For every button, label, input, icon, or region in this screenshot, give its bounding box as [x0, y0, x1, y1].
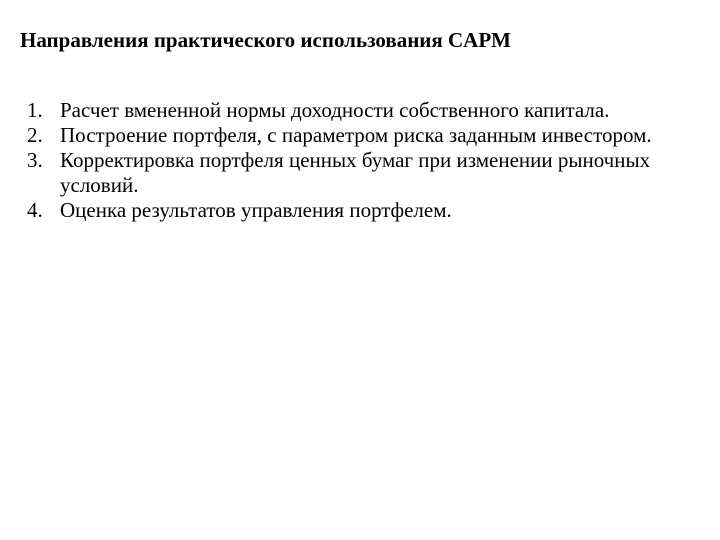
list-item: [27, 123, 697, 148]
list-item-number: 3.: [27, 148, 43, 172]
numbered-list: [27, 98, 697, 223]
list-item-number: 1.: [27, 98, 43, 122]
list-item-text: Расчет вмененной нормы доходности собственного капитала.: [60, 98, 610, 122]
list-item-text: Оценка результатов управления портфелем.: [60, 198, 452, 222]
list-item: [27, 198, 697, 223]
list-item-text: Построение портфеля, с параметром риска заданным инвестором.: [60, 123, 652, 147]
list-item-number: 2.: [27, 123, 43, 147]
list-item-number: 4.: [27, 198, 43, 222]
slide-title: Направления практического использования CAPM: [20, 28, 511, 52]
list-item: [27, 98, 697, 123]
list-item: [27, 148, 697, 198]
list-item-text: Корректировка портфеля ценных бумаг при изменении рыночных условий.: [60, 148, 651, 197]
